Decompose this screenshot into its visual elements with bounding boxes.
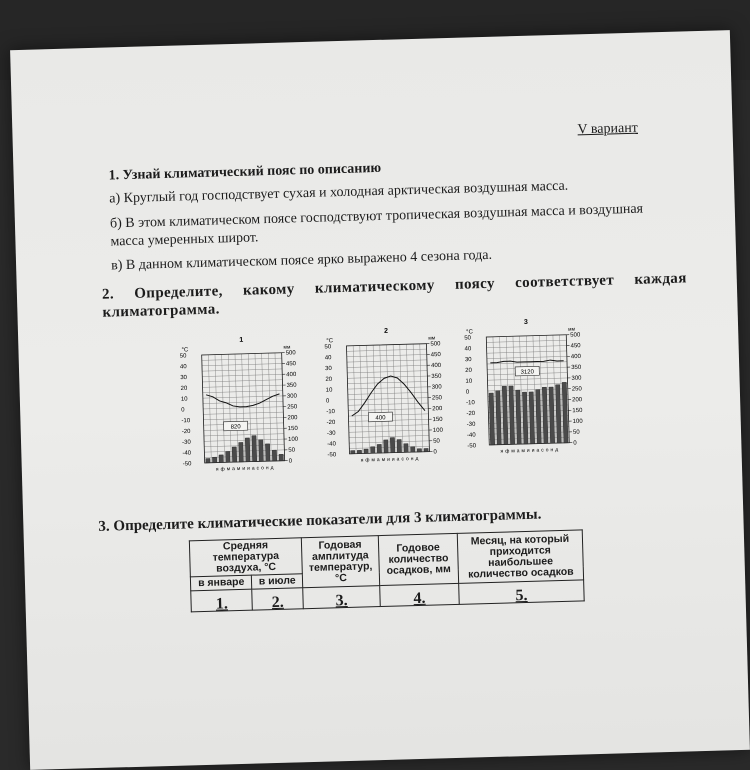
precipitation-bar	[279, 454, 283, 461]
header-july: в июле	[252, 574, 303, 589]
precip-tick-label: 0	[433, 449, 437, 455]
precipitation-bar	[509, 386, 515, 444]
precip-tick-label: 250	[572, 386, 583, 392]
header-max-precip-month: Месяц, на который приходится наибольшее количество осадков	[457, 530, 583, 583]
temp-tick-label: 0	[181, 407, 185, 413]
temp-tick-label: 30	[465, 357, 473, 363]
precipitation-bar	[489, 393, 495, 445]
temp-tick-label: -10	[181, 418, 190, 424]
precipitation-bar	[371, 447, 375, 454]
temp-tick-label: -10	[466, 400, 475, 406]
precipitation-bar	[411, 447, 415, 453]
precip-tick-label: 100	[433, 428, 444, 434]
precip-tick-label: 150	[288, 426, 299, 432]
question-2-title: 2. Определите, какому климатическому поясу соответствует каждая климатограмма.	[102, 269, 688, 321]
total-precip-label: 3120	[521, 369, 535, 375]
precip-tick-label: 350	[571, 365, 582, 371]
precipitation-bar	[245, 438, 250, 462]
month-labels: я ф м а м и и а с о н д	[500, 447, 558, 455]
precip-tick-label: 200	[572, 397, 583, 403]
precip-unit: мм	[428, 335, 436, 341]
temp-tick-label: -50	[327, 452, 336, 458]
answer-number: 5.	[515, 587, 527, 604]
month-labels: я ф м а м и и а с о н д	[361, 456, 419, 464]
temp-tick-label: -50	[467, 443, 476, 449]
precip-unit: мм	[283, 344, 291, 350]
temp-tick-label: -40	[327, 441, 336, 447]
precipitation-bar	[364, 449, 368, 453]
temp-tick-label: 0	[326, 398, 330, 404]
answer-cell-1[interactable]	[191, 589, 253, 612]
precip-tick-label: 300	[571, 376, 582, 382]
temp-tick-label: -20	[327, 420, 336, 426]
temp-unit: °C	[181, 347, 189, 353]
total-precip-label: 820	[231, 424, 242, 430]
answer-cell-4[interactable]	[380, 583, 460, 606]
precip-tick-label: 50	[433, 439, 441, 445]
precipitation-bar	[542, 387, 548, 443]
climatogram-svg	[173, 332, 327, 486]
precip-tick-label: 100	[288, 437, 299, 443]
temp-tick-label: 20	[325, 377, 333, 383]
precipitation-bar	[562, 382, 568, 443]
climatogram-svg	[318, 323, 472, 477]
precipitation-bar	[377, 444, 382, 453]
precipitation-bar	[424, 448, 428, 451]
precip-tick-label: 50	[288, 448, 296, 454]
precip-tick-label: 500	[430, 341, 441, 347]
precipitation-bar	[219, 455, 223, 463]
precipitation-bar	[529, 392, 535, 444]
temp-tick-label: 50	[180, 353, 188, 359]
precipitation-bar	[239, 442, 244, 462]
precip-tick-label: 400	[431, 363, 442, 369]
precip-tick-label: 400	[286, 372, 297, 378]
temp-tick-label: 30	[180, 375, 188, 381]
precip-tick-label: 500	[286, 350, 297, 356]
precipitation-bar	[417, 449, 421, 452]
variant-label: V вариант	[577, 121, 638, 139]
precipitation-bar	[390, 437, 395, 452]
precipitation-bar	[212, 457, 216, 463]
question-1-option-a: а) Круглый год господствует сухая и холодная арктическая воздушная масса.	[109, 175, 669, 209]
precipitation-bar	[556, 385, 562, 443]
precipitation-bar	[522, 392, 528, 444]
temp-tick-label: 40	[465, 346, 473, 352]
question-1-title: 1. Узнай климатический пояс по описанию	[108, 160, 381, 186]
precipitation-bar	[384, 440, 389, 453]
precip-tick-label: 500	[570, 332, 581, 338]
precip-tick-label: 400	[571, 354, 582, 360]
temp-tick-label: -30	[327, 431, 336, 437]
header-amplitude: Годовая амплитуда температур, °С	[301, 536, 379, 588]
temp-tick-label: 10	[465, 379, 473, 385]
temp-tick-label: 0	[466, 389, 470, 395]
temp-tick-label: 50	[464, 335, 472, 341]
precipitation-bar	[536, 390, 542, 444]
precip-tick-label: 200	[287, 415, 298, 421]
answer-cell-2[interactable]	[252, 588, 303, 610]
answer-number: 2.	[272, 594, 284, 611]
chart-number: 2	[384, 328, 388, 335]
question-1-option-b: б) В этом климатическом поясе господствуют тропическая воздушная масса и воздушная масса умеренных широт.	[110, 200, 671, 252]
worksheet-page	[10, 30, 750, 770]
precip-tick-label: 200	[432, 406, 443, 412]
temp-tick-label: -20	[182, 429, 191, 435]
precip-tick-label: 100	[573, 419, 584, 425]
precip-tick-label: 450	[431, 352, 442, 358]
header-avg-temp: Средняя температура воздуха, °С	[189, 538, 302, 577]
precipitation-bar	[496, 391, 502, 445]
answer-number: 3.	[335, 592, 347, 609]
precip-tick-label: 50	[573, 430, 581, 436]
header-january: в январе	[190, 575, 252, 591]
answer-number: 4.	[413, 590, 425, 607]
temp-tick-label: 50	[324, 344, 332, 350]
climatogram-3	[458, 314, 612, 468]
climatogram-2	[318, 323, 472, 477]
temp-tick-label: 40	[180, 364, 188, 370]
header-annual-precip: Годовое количество осадков, мм	[378, 533, 458, 585]
precipitation-bar	[397, 439, 402, 452]
precipitation-bar	[226, 451, 231, 462]
precipitation-bar	[516, 390, 522, 444]
temp-tick-label: -40	[467, 433, 476, 439]
precip-unit: мм	[568, 327, 576, 333]
precipitation-bar	[265, 444, 270, 461]
question-3-title: 3. Определите климатические показатели для 3 климатограммы.	[98, 506, 541, 536]
temp-unit: °C	[466, 329, 474, 335]
precip-tick-label: 450	[286, 361, 297, 367]
temp-tick-label: 10	[326, 388, 334, 394]
precipitation-bar	[206, 458, 210, 462]
answer-cell-5[interactable]	[459, 580, 585, 604]
month-labels: я ф м а м и и а с о н д	[216, 465, 274, 473]
precip-tick-label: 350	[431, 374, 442, 380]
temp-tick-label: 40	[325, 355, 333, 361]
precipitation-bar	[232, 447, 237, 462]
temp-tick-label: -20	[466, 411, 475, 417]
precip-tick-label: 150	[572, 408, 583, 414]
precipitation-bar	[351, 450, 355, 453]
precip-tick-label: 450	[570, 343, 581, 349]
temp-tick-label: -50	[183, 461, 192, 467]
temp-tick-label: 10	[181, 397, 189, 403]
precip-tick-label: 0	[573, 441, 577, 447]
precipitation-bar	[549, 387, 555, 443]
precip-tick-label: 350	[286, 383, 297, 389]
chart-number: 3	[524, 319, 528, 326]
precip-tick-label: 0	[289, 458, 293, 464]
precipitation-bar	[252, 436, 257, 462]
temp-tick-label: 20	[181, 386, 189, 392]
climatogram-1	[173, 332, 327, 486]
chart-number: 1	[239, 337, 243, 344]
precip-tick-label: 250	[287, 404, 298, 410]
precip-tick-label: 250	[432, 395, 443, 401]
climatogram-svg	[458, 314, 612, 468]
precip-tick-label: 300	[432, 384, 443, 390]
temp-tick-label: 30	[325, 366, 333, 372]
precipitation-bar	[404, 444, 409, 453]
temp-tick-label: -30	[182, 440, 191, 446]
temp-unit: °C	[326, 338, 334, 344]
temp-tick-label: 20	[465, 368, 473, 374]
temp-tick-label: -40	[182, 450, 191, 456]
answer-number: 1.	[216, 595, 228, 612]
precipitation-bar	[272, 450, 277, 461]
question-1-option-c: в) В данном климатическом поясе ярко выражено 4 сезона года.	[111, 242, 671, 276]
temp-tick-label: -30	[467, 422, 476, 428]
precip-tick-label: 300	[287, 394, 298, 400]
total-precip-label: 400	[375, 415, 386, 421]
precipitation-bar	[259, 440, 264, 462]
answer-cell-3[interactable]	[303, 586, 381, 609]
temp-tick-label: -10	[326, 409, 335, 415]
precip-tick-label: 150	[432, 417, 443, 423]
climate-indicators-table	[189, 529, 585, 612]
precipitation-bar	[357, 450, 361, 453]
precipitation-bar	[502, 386, 508, 444]
